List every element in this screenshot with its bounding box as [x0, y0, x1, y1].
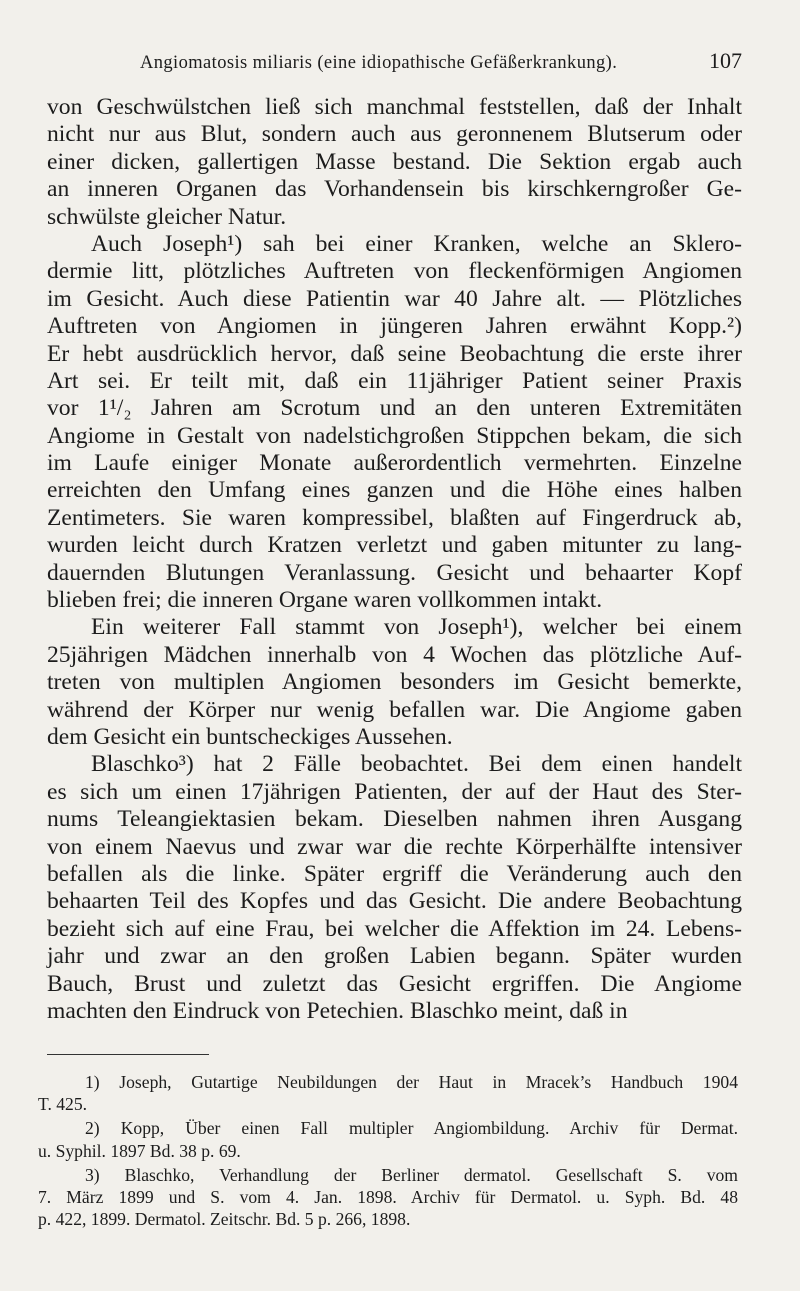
text-line: im Laufe einiger Monate außerordentlich vermehrten. Einzelne — [47, 450, 742, 477]
text-line: Auftreten von Angiomen in jüngeren Jahren erwähnt Kopp.²) — [47, 313, 742, 340]
text-line: schwülste gleicher Natur. — [47, 203, 287, 230]
footnote-separator — [47, 1054, 209, 1055]
text-line: wurden leicht durch Kratzen verletzt und gaben mitunter zu lang- — [47, 532, 742, 559]
footnote-line: T. 425. — [38, 1094, 88, 1115]
text-line: Er hebt ausdrücklich hervor, daß seine Beobachtung die erste ihrer — [47, 340, 742, 367]
text-line: an inneren Organen das Vorhandensein bis kirschkerngroßer Ge- — [47, 176, 742, 203]
footnote-line: 7. März 1899 und S. vom 4. Jan. 1898. Archiv für Dermatol. u. Syph. Bd. 48 — [38, 1186, 738, 1207]
footnote-line: 3) Blaschko, Verhandlung der Berliner dermatol. Gesellschaft S. vom — [85, 1164, 738, 1185]
text-line: Zentimeters. Sie waren kompressibel, blaßten auf Fingerdruck ab, — [47, 504, 742, 531]
paragraph — [47, 94, 742, 231]
text-line: Bauch, Brust und zuletzt das Gesicht ergriffen. Die Angiome — [47, 970, 742, 997]
footnote — [38, 1117, 738, 1161]
text-line: dem Gesicht ein buntscheckiges Aussehen. — [47, 723, 453, 750]
footnote-line: 2) Kopp, Über einen Fall multipler Angiombildung. Archiv für Dermat. — [85, 1118, 738, 1139]
text-line: dermie litt, plötzliches Auftreten von fleckenförmigen Angiomen — [47, 258, 742, 285]
text-line: von einem Naevus und zwar war die rechte Körperhälfte intensiver — [47, 833, 742, 860]
paragraph — [47, 614, 742, 751]
text-line: einer dicken, gallertigen Masse bestand. Die Sektion ergab auch — [47, 148, 742, 175]
footnote-line: 1) Joseph, Gutartige Neubildungen der Haut in Mracek’s Handbuch 1904 — [85, 1072, 738, 1092]
text-line: behaarten Teil des Kopfes und das Gesicht. Die andere Beobachtung — [47, 888, 742, 915]
text-line: es sich um einen 17jährigen Patienten, der auf der Haut des Ster- — [47, 778, 742, 805]
text-line: Angiome in Gestalt von nadelstichgroßen Stippchen bekam, die sich — [47, 422, 742, 449]
text-line: bezieht sich auf eine Frau, bei welcher die Affektion im 24. Lebens- — [47, 915, 742, 942]
page-number: 107 — [709, 48, 742, 73]
text-line: machten den Eindruck von Petechien. Blaschko meint, daß in — [47, 997, 628, 1024]
footnotes — [38, 1071, 738, 1230]
footnote-line: p. 422, 1899. Dermatol. Zeitschr. Bd. 5 p. 266, 1898. — [38, 1209, 411, 1230]
body-text — [47, 94, 742, 1025]
footnote-line: u. Syphil. 1897 Bd. 38 p. 69. — [38, 1140, 241, 1161]
text-line: Ein weiterer Fall stammt von Joseph¹), welcher bei einem — [91, 614, 742, 641]
text-line: jahr und zwar an den großen Labien begann. Später wurden — [47, 943, 742, 970]
paragraph — [47, 231, 742, 614]
text-line: nicht nur aus Blut, sondern auch aus geronnenem Blutserum oder — [47, 121, 742, 148]
text-line: während der Körper nur wenig befallen war. Die Angiome gaben — [47, 696, 742, 723]
text-line: im Gesicht. Auch diese Patientin war 40 Jahre alt. — Plötzliches — [47, 285, 742, 312]
text-line: Auch Joseph¹) sah bei einer Kranken, welche an Sklero- — [91, 230, 742, 257]
footnote — [38, 1071, 738, 1115]
text-line: befallen als die linke. Später ergriff die Veränderung auch den — [47, 860, 742, 887]
text-line: nums Teleangiektasien bekam. Dieselben nahmen ihren Ausgang — [47, 806, 742, 833]
running-title: Angiomatosis miliaris (eine idiopathische Gefäßerkrankung). — [140, 53, 618, 73]
text-line: 25jährigen Mädchen innerhalb von 4 Wochen das plötzliche Auf- — [47, 641, 742, 668]
text-line: vor 1¹/₂ Jahren am Scrotum und an den unteren Extremitäten — [47, 395, 742, 422]
text-line: Art sei. Er teilt mit, daß ein 11jähriger Patient seiner Praxis — [47, 367, 742, 394]
text-line: treten von multiplen Angiomen besonders im Gesicht bemerkte, — [47, 669, 742, 696]
text-line: dauernden Blutungen Veranlassung. Gesicht und behaarter Kopf — [47, 559, 742, 586]
text-line: von Geschwülstchen ließ sich manchmal feststellen, daß der Inhalt — [47, 94, 742, 120]
footnote — [38, 1164, 738, 1231]
text-line: Blaschko³) hat 2 Fälle beobachtet. Bei dem einen handelt — [91, 751, 742, 778]
paragraph — [47, 751, 742, 1025]
text-line: erreichten den Umfang eines ganzen und die Höhe eines halben — [47, 477, 742, 504]
text-line: blieben frei; die inneren Organe waren vollkommen intakt. — [47, 587, 603, 614]
page-header — [140, 48, 742, 74]
